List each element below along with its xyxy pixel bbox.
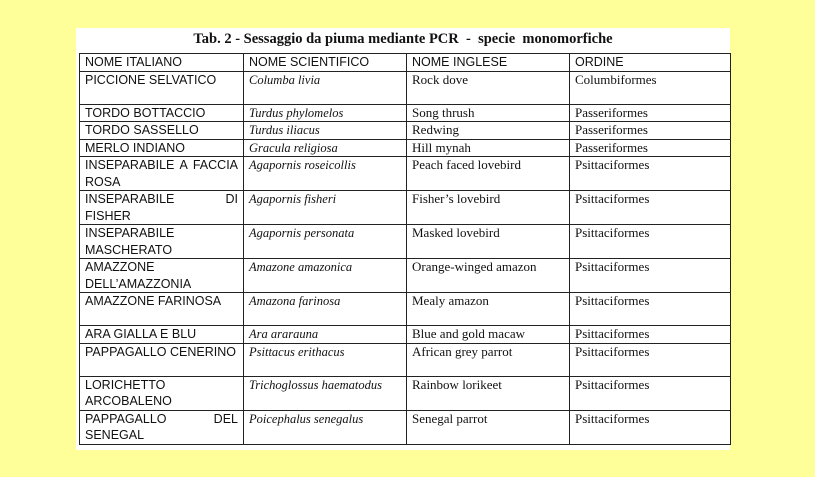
english-name-cell: Blue and gold macaw xyxy=(407,326,570,344)
english-name-cell: Masked lovebird xyxy=(407,225,570,259)
order-cell: Passeriformes xyxy=(570,122,731,140)
document-panel xyxy=(76,28,730,450)
table-row xyxy=(80,157,731,191)
table-row xyxy=(80,259,731,293)
english-name-cell: Song thrush xyxy=(407,104,570,122)
scientific-name-cell: Amazone amazonica xyxy=(244,259,407,293)
order-cell: Psittaciformes xyxy=(570,157,731,191)
scientific-name-cell: Agapornis personata xyxy=(244,225,407,259)
table-row xyxy=(80,139,731,157)
table-row xyxy=(80,343,731,376)
order-cell: Psittaciformes xyxy=(570,259,731,293)
table-row xyxy=(80,71,731,104)
scientific-name-cell: Agapornis fisheri xyxy=(244,191,407,225)
order-cell: Passeriformes xyxy=(570,104,731,122)
table-row xyxy=(80,191,731,225)
english-name-cell: Peach faced lovebird xyxy=(407,157,570,191)
scientific-name-cell: Ara ararauna xyxy=(244,326,407,344)
english-name-cell: African grey parrot xyxy=(407,343,570,376)
table-row xyxy=(80,410,731,444)
table-row xyxy=(80,104,731,122)
italian-name-cell: MERLO INDIANO xyxy=(80,139,244,157)
italian-name-cell: INSEPARABILE DI FISHER xyxy=(80,191,244,225)
header-italian-name: NOME ITALIANO xyxy=(80,54,244,72)
italian-name-cell: INSEPARABILE MASCHERATO xyxy=(80,225,244,259)
table-body xyxy=(80,71,731,444)
order-cell: Psittaciformes xyxy=(570,326,731,344)
order-cell: Psittaciformes xyxy=(570,293,731,326)
table-row xyxy=(80,326,731,344)
scientific-name-cell: Trichoglossus haematodus xyxy=(244,376,407,410)
table-row xyxy=(80,122,731,140)
italian-name-cell: ARA GIALLA E BLU xyxy=(80,326,244,344)
scientific-name-cell: Psittacus erithacus xyxy=(244,343,407,376)
table-row xyxy=(80,376,731,410)
italian-name-cell: LORICHETTO ARCOBALENO xyxy=(80,376,244,410)
italian-name-cell: TORDO BOTTACCIO xyxy=(80,104,244,122)
scientific-name-cell: Columba livia xyxy=(244,71,407,104)
english-name-cell: Rock dove xyxy=(407,71,570,104)
italian-name-cell: AMAZZONE DELL’AMAZZONIA xyxy=(80,259,244,293)
italian-name-cell: TORDO SASSELLO xyxy=(80,122,244,140)
english-name-cell: Hill mynah xyxy=(407,139,570,157)
order-cell: Psittaciformes xyxy=(570,376,731,410)
order-cell: Passeriformes xyxy=(570,139,731,157)
english-name-cell: Redwing xyxy=(407,122,570,140)
order-cell: Psittaciformes xyxy=(570,410,731,444)
header-scientific-name: NOME SCIENTIFICO xyxy=(244,54,407,72)
english-name-cell: Fisher’s lovebird xyxy=(407,191,570,225)
scientific-name-cell: Agapornis roseicollis xyxy=(244,157,407,191)
order-cell: Psittaciformes xyxy=(570,191,731,225)
table-row xyxy=(80,225,731,259)
english-name-cell: Rainbow lorikeet xyxy=(407,376,570,410)
english-name-cell: Senegal parrot xyxy=(407,410,570,444)
italian-name-cell: PAPPAGALLO CENERINO xyxy=(80,343,244,376)
italian-name-cell: INSEPARABILE A FACCIA ROSA xyxy=(80,157,244,191)
order-cell: Psittaciformes xyxy=(570,225,731,259)
scientific-name-cell: Poicephalus senegalus xyxy=(244,410,407,444)
italian-name-cell: AMAZZONE FARINOSA xyxy=(80,293,244,326)
order-cell: Columbiformes xyxy=(570,71,731,104)
italian-name-cell: PAPPAGALLO DEL SENEGAL xyxy=(80,410,244,444)
scientific-name-cell: Turdus phylomelos xyxy=(244,104,407,122)
english-name-cell: Mealy amazon xyxy=(407,293,570,326)
table-row xyxy=(80,293,731,326)
header-order: ORDINE xyxy=(570,54,731,72)
header-row xyxy=(80,54,731,72)
table-title: Tab. 2 - Sessaggio da piuma mediante PCR - specie monomorfiche xyxy=(193,31,613,47)
species-table xyxy=(79,53,731,445)
scientific-name-cell: Turdus iliacus xyxy=(244,122,407,140)
english-name-cell: Orange-winged amazon xyxy=(407,259,570,293)
scientific-name-cell: Gracula religiosa xyxy=(244,139,407,157)
header-english-name: NOME INGLESE xyxy=(407,54,570,72)
scientific-name-cell: Amazona farinosa xyxy=(244,293,407,326)
order-cell: Psittaciformes xyxy=(570,343,731,376)
italian-name-cell: PICCIONE SELVATICO xyxy=(80,71,244,104)
